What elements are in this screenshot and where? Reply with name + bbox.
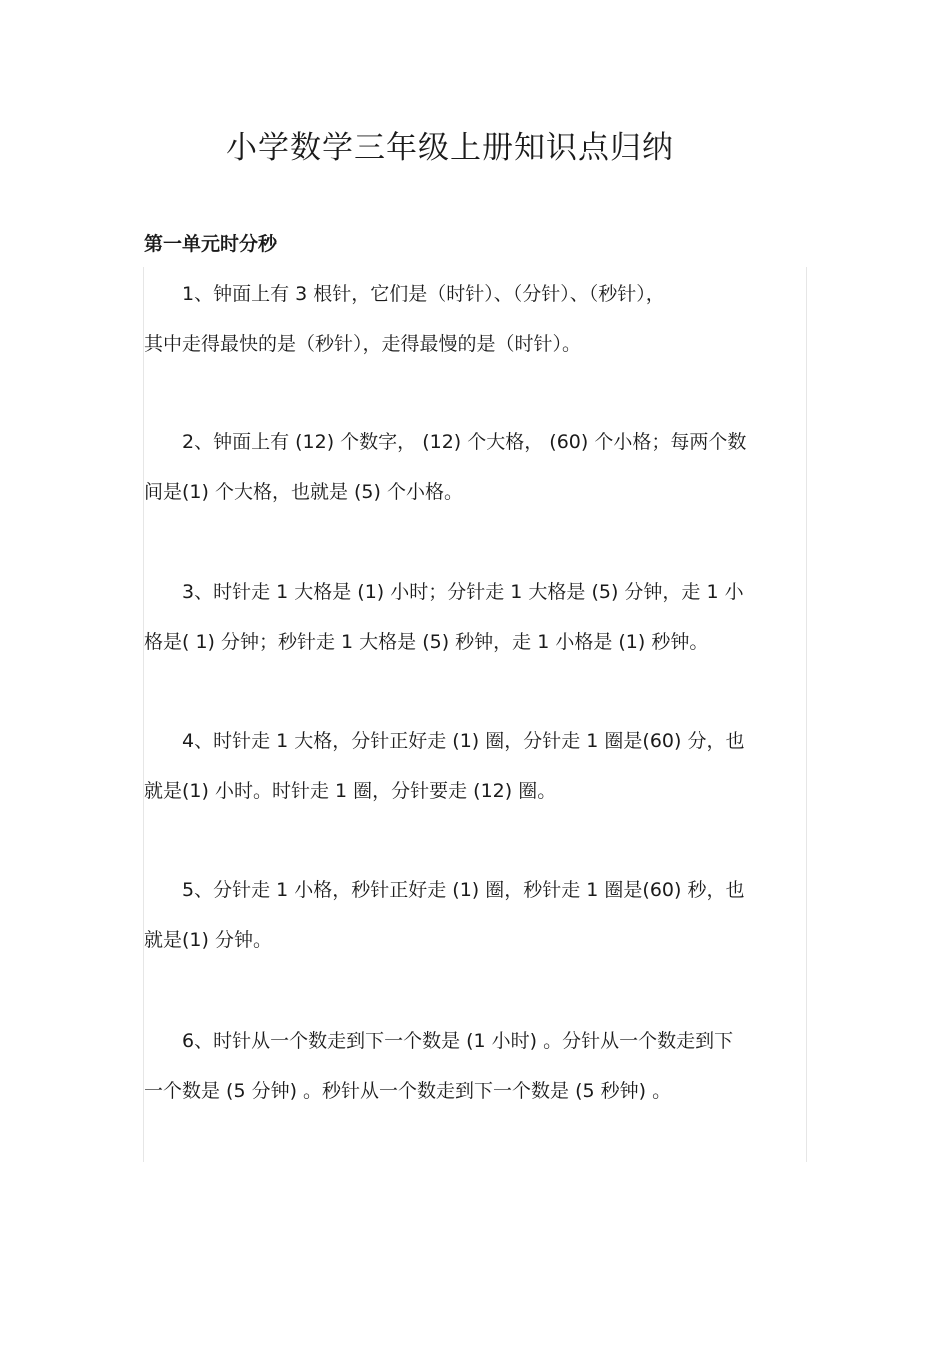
section-heading: 第一单元时分秒 <box>144 233 278 255</box>
knowledge-item <box>144 1016 804 1116</box>
knowledge-item <box>144 865 804 965</box>
knowledge-item <box>144 716 804 816</box>
item-line: 就是(1) 小时。时针走 1 圈，分针要走 (12) 圈。 <box>144 780 557 802</box>
item-line: 2、钟面上有 (12) 个数字， (12) 个大格， (60) 个小格；每两个数 <box>182 431 747 453</box>
item-line: 一个数是 (5 分钟) 。秒针从一个数走到下一个数是 (5 秒钟) 。 <box>144 1080 672 1102</box>
item-line: 其中走得最快的是（秒针），走得最慢的是（时针）。 <box>144 333 582 355</box>
item-line: 3、时针走 1 大格是 (1) 小时；分针走 1 大格是 (5) 分钟，走 1 小 <box>182 581 744 603</box>
page-title: 小学数学三年级上册知识点归纳 <box>226 130 674 166</box>
item-line: 格是( 1) 分钟；秒针走 1 大格是 (5) 秒钟，走 1 小格是 (1) 秒钟。 <box>144 631 709 653</box>
item-line: 6、时针从一个数走到下一个数是 (1 小时) 。分针从一个数走到下 <box>182 1030 734 1052</box>
item-line: 4、时针走 1 大格，分针正好走 (1) 圈，分针走 1 圈是(60) 分，也 <box>182 730 745 752</box>
content-box <box>143 267 807 1162</box>
item-line: 间是(1) 个大格，也就是 (5) 个小格。 <box>144 481 463 503</box>
item-line: 就是(1) 分钟。 <box>144 929 272 951</box>
item-line: 5、分针走 1 小格，秒针正好走 (1) 圈，秒针走 1 圈是(60) 秒，也 <box>182 879 745 901</box>
knowledge-item <box>144 567 804 667</box>
knowledge-item <box>144 417 804 517</box>
knowledge-item <box>144 269 804 369</box>
item-line: 1、钟面上有 3 根针，它们是（时针）、（分针）、（秒针）， <box>182 283 665 305</box>
